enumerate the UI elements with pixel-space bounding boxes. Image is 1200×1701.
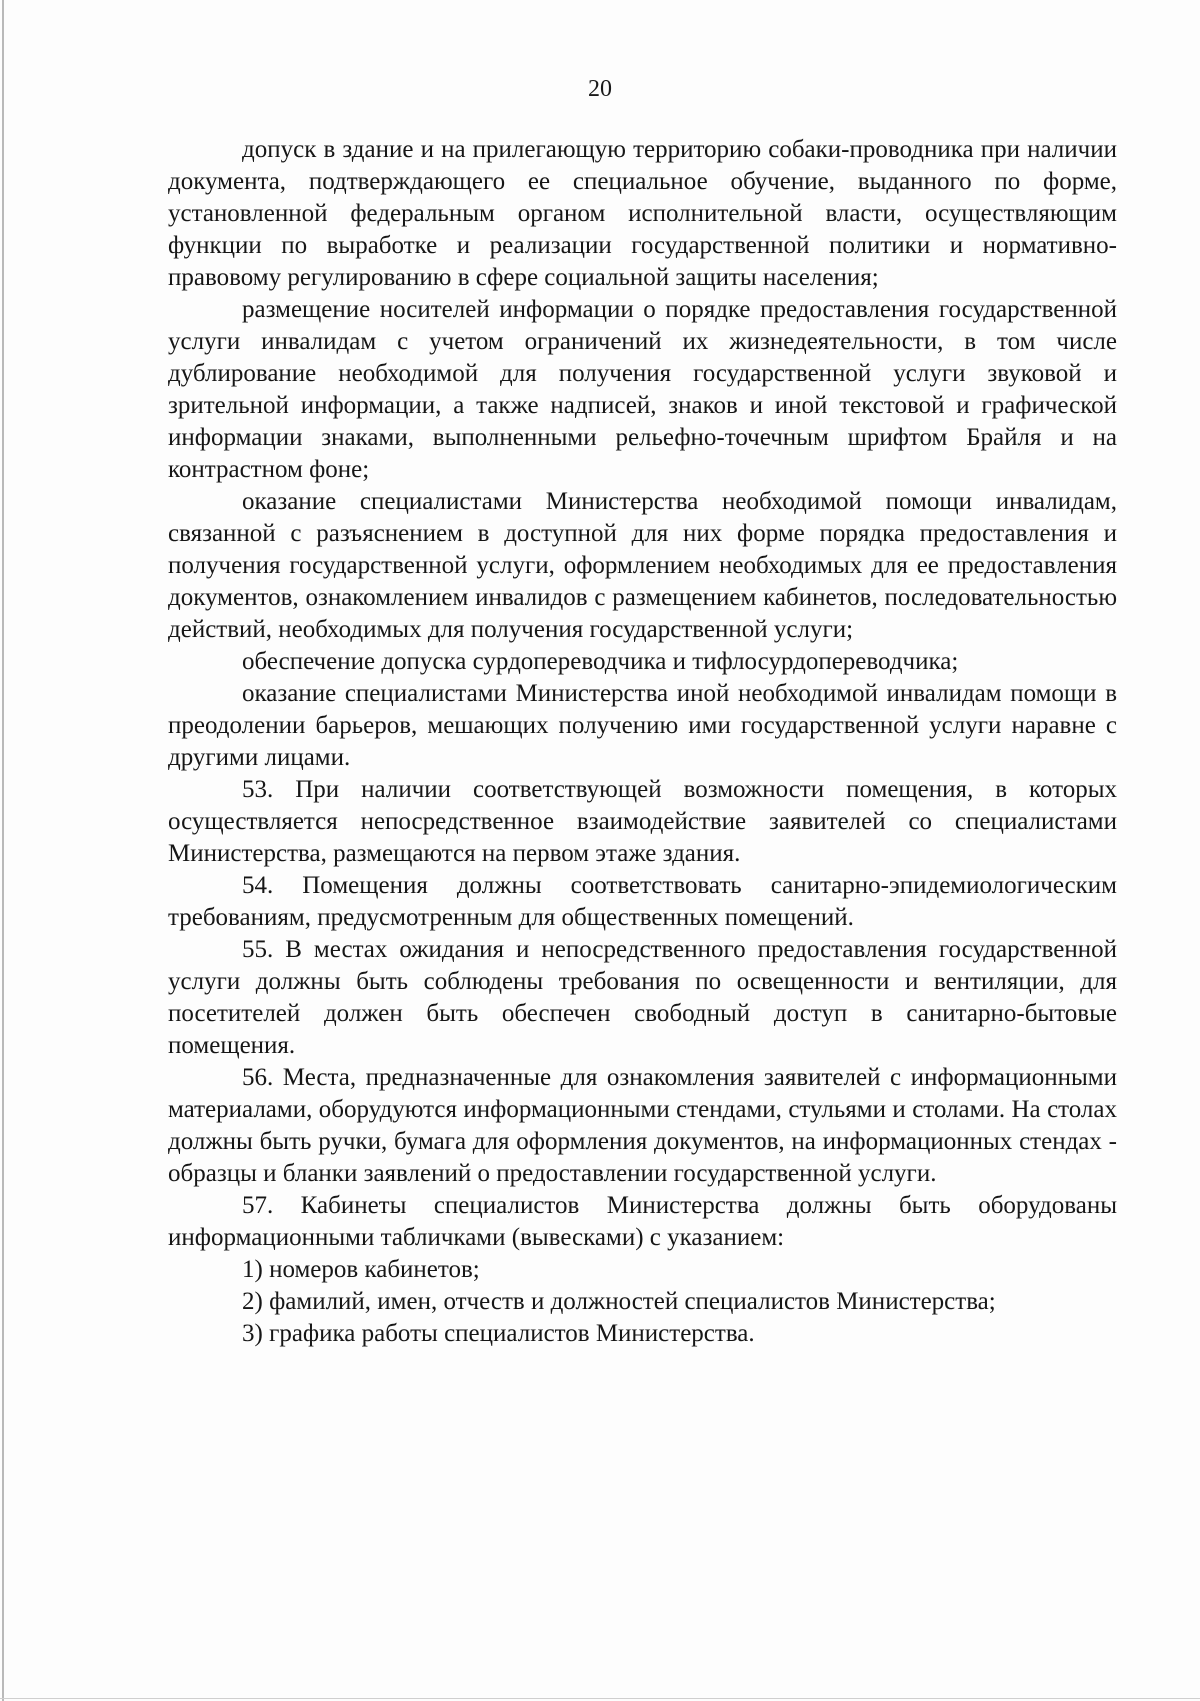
list-item-2: 2) фамилий, имен, отчеств и должностей специалистов Министерства; xyxy=(242,1288,996,1315)
paragraph-specialist-assistance: оказание специалистами Министерства необходимой помощи инвалидам, связанной с разъяснением в доступной для них форме порядка предоставления и получения государственной услуги, оформлением необходимых для ее предоставления документов, ознакомлением инвалидов с размещением кабинетов, последовательностью действий, необходимых для получения государственной услуги; xyxy=(168,488,1117,643)
paragraph-54: 54. Помещения должны соответствовать санитарно-эпидемиологическим требованиям, предусмотренным для общественных помещений. xyxy=(168,872,1117,931)
list-item-1: 1) номеров кабинетов; xyxy=(242,1256,480,1283)
page-number: 20 xyxy=(588,76,612,102)
scan-bottom-edge xyxy=(0,1698,1200,1699)
paragraph-53: 53. При наличии соответствующей возможности помещения, в которых осуществляется непосредственное взаимодействие заявителей со специалистами Министерства, размещаются на первом этаже здания. xyxy=(168,776,1117,867)
paragraph-56: 56. Места, предназначенные для ознакомления заявителей с информационными материалами, оборудуются информационными стендами, стульями и столами. На столах должны быть ручки, бумага для оформления документов, на информационных стендах - образцы и бланки заявлений о предоставлении государственной услуги. xyxy=(168,1064,1117,1187)
scan-left-edge xyxy=(2,0,4,1701)
list-item-3: 3) графика работы специалистов Министерства. xyxy=(242,1320,755,1347)
paragraph-guide-dog-access: допуск в здание и на прилегающую территорию собаки-проводника при наличии документа, подтверждающего ее специальное обучение, выданного по форме, установленной федеральным органом исполнительной власти, осуществляющим функции по выработке и реализации государственной политики и нормативно-правовому регулированию в сфере социальной защиты населения; xyxy=(168,136,1117,291)
paragraph-interpreter-access: обеспечение допуска сурдопереводчика и тифлосурдопереводчика; xyxy=(242,648,959,675)
paragraph-barrier-assistance: оказание специалистами Министерства иной необходимой инвалидам помощи в преодолении барьеров, мешающих получению ими государственной услуги наравне с другими лицами. xyxy=(168,680,1117,771)
paragraph-57: 57. Кабинеты специалистов Министерства должны быть оборудованы информационными табличками (вывесками) с указанием: xyxy=(168,1192,1117,1251)
paragraph-info-placement: размещение носителей информации о порядке предоставления государственной услуги инвалидам с учетом ограничений их жизнедеятельности, в том числе дублирование необходимой для получения государственной услуги звуковой и зрительной информации, а также надписей, знаков и иной текстовой и графической информации знаками, выполненными рельефно-точечным шрифтом Брайля и на контрастном фоне; xyxy=(168,296,1117,483)
document-body xyxy=(168,134,1117,1350)
paragraph-55: 55. В местах ожидания и непосредственного предоставления государственной услуги должны быть соблюдены требования по освещенности и вентиляции, для посетителей должен быть обеспечен свободный доступ в санитарно-бытовые помещения. xyxy=(168,936,1117,1059)
